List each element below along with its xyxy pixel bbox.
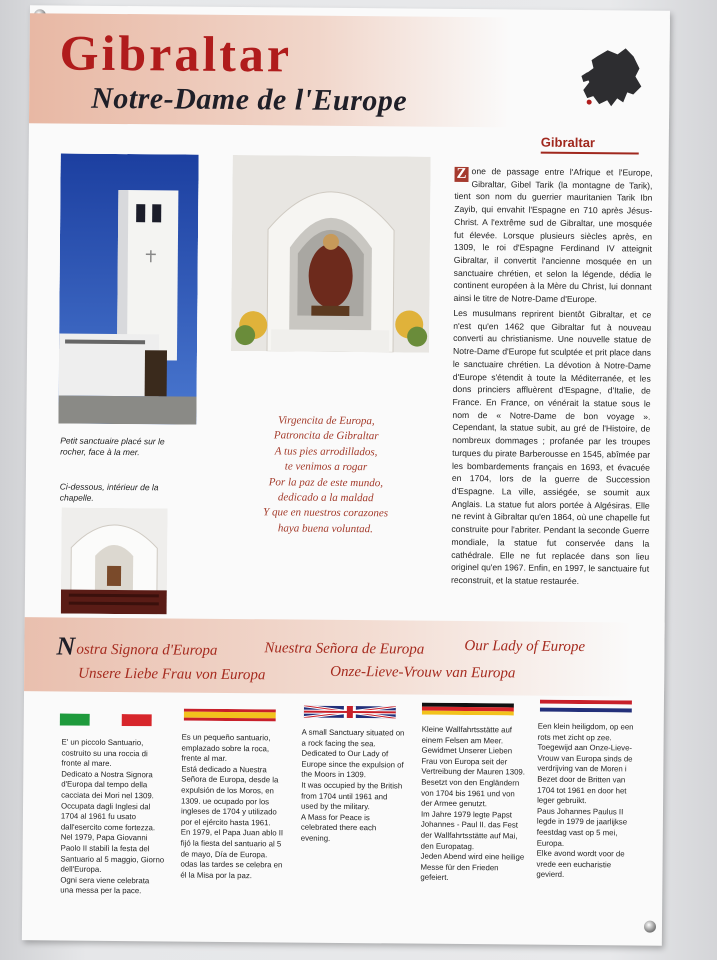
prayer-line: Por la paz de este mundo, xyxy=(268,475,384,489)
column-paragraph: Besetzt von den Engländern von 1704 bis 1961 und von der Armee genutzt. xyxy=(421,777,520,809)
column-paragraph: E' un piccolo Santuario, costruito su una roccia di fronte al mare. xyxy=(61,737,148,769)
title-italian: ostra Signora d'Europa xyxy=(76,641,218,659)
sanctuary-photo xyxy=(58,153,198,424)
title-english: Our Lady of Europe xyxy=(464,638,586,656)
europe-map-icon xyxy=(577,46,644,125)
prayer-line: Y que en nuestros corazones xyxy=(263,506,389,520)
flag-uk-icon xyxy=(304,706,396,719)
history-paragraph-2: Les musulmans reprirent bientôt Gibraltar, et ce n'est qu'en 1462 que Gibraltar fut à nouveau converti au christianisme. Une nouvelle statue de Notre-Dame d'Europe fut sculptée et prit place dans le sanctuaire chrétien. La dévotion à Notre-Dame d'Europe s'étendit à toute la Méditerranée, et les dons princiers affluèrent d'Espagne, d'Italie, de France. En France, on vénérait la statue sous le nom de « Notre-Dame de bon voyage ». Cependant, la statue subit, au gré de l'Histoire, de nombreux dommages ; profanée par les troupes turques du pirate Barberousse en 1545, abîmée par les bombardements français en 1693, et évacuée en 1704, lors de la guerre de Succession d'Espagne. La ville, assiégée, se soumit aux Anglais. La statue fut alors portée à Algésiras. Elle ne revint à Gibraltar qu'en 1864, où une chapelle fut construite pour l'abriter. Pendant la seconde Guerre mondiale, la statue fut conservée dans la cathédrale. Elle ne fut replacée dans son lieu originel qu'en 1967. Enfin, en 1997, le sanctuaire fut reconstruit, et la statue restaurée. xyxy=(450,307,652,587)
column-paragraph: It was occupied by the British from 1704 until 1961 and used by the military. xyxy=(300,780,403,812)
flag-italy-icon xyxy=(60,713,152,726)
prayer-line: dedicado a la maldad xyxy=(277,491,374,505)
tag-underline xyxy=(541,152,639,155)
french-history-text xyxy=(451,165,653,588)
history-paragraph-1-text: one de passage entre l'Afrique et l'Europe, Gibraltar, Gibel Tarik (la montagne de Tarik), tient son nom du guerrier mauritanien Tarik Ibn Zayib, qui envahit l'Espagne en 710 après Jésus-Christ. A l'extrême sud de Gibraltar, une mosquée fut élevée. Lorsque plusieurs siècles après, en 1309, le roi d'Espagne Ferdinand IV atteignit Gibraltar, il convertit l'ancienne mosquée en un sanctuaire chrétien, et selon la légende, dédia le continent européen à la Mère du Christ, lui donnant ainsi le titre de Notre-Dame d'Europe. xyxy=(453,166,653,305)
page-subtitle: Notre-Dame de l'Europe xyxy=(91,81,408,118)
flag-netherlands-icon xyxy=(540,700,632,713)
history-paragraph-1 xyxy=(453,165,652,307)
prayer-verse xyxy=(225,413,426,538)
column-paragraph: A small Sanctuary situated on a rock facing the sea. xyxy=(301,727,405,748)
column-paragraph: Está dedicado a Nuestra Señora de Europa, desde la expulsión de los Moros, en 1309. ue ocupado por los ingleses de 1704 y utilizado por el ejército hasta 1961. xyxy=(180,764,279,828)
flag-spain-icon xyxy=(184,709,276,722)
title-dutch: Onze-Lieve-Vrouw van Europa xyxy=(330,663,516,682)
column-paragraph: Een klein heiligdom, op een rots met zicht op zee. xyxy=(537,721,634,742)
prayer-line: Patroncita de Gibraltar xyxy=(273,429,379,443)
sanctuary-caption: Petit sanctuaire placé sur le rocher, face à la mer. xyxy=(60,435,165,458)
column-paragraph: Jeden Abend wird eine heilige Messe für den Frieden gefeiert. xyxy=(420,851,525,883)
prayer-line: A tus pies arrodillados, xyxy=(274,445,378,459)
column-paragraph: Dedicato a Nostra Signora d'Europa dal tempo della cacciata dei Mori nel 1309. xyxy=(61,769,154,801)
flag-germany-icon xyxy=(422,703,514,716)
column-paragraph: Ogni sera viene celebrata una messa per la pace. xyxy=(60,875,150,896)
column-paragraph: Im Jahre 1979 legte Papst Johannes - Paul II. das Fest der Wallfahrtsstätte auf Mai, den Europatag. xyxy=(420,809,519,851)
column-paragraph: Es un pequeño santuario, emplazado sobre la roca, frente al mar. xyxy=(181,732,271,764)
prayer-line: Virgencita de Europa, xyxy=(278,414,375,428)
dropcap: Z xyxy=(456,165,467,183)
chapel-photo xyxy=(61,508,168,615)
prayer-line: te venimos a rogar xyxy=(284,460,368,474)
column-english xyxy=(301,728,406,845)
column-paragraph: Paus Johannes Paulus II legde in 1979 de jaarlijkse feestdag vast op 5 mei, Europa. xyxy=(536,806,628,848)
column-paragraph: Nel 1979, Papa Giovanni Paolo II stabilì la festa del Santuario al 5 maggio, Giorno dell'Europa. xyxy=(60,832,165,874)
title-german: Unsere Liebe Frau von Europa xyxy=(78,665,266,684)
column-spanish xyxy=(180,733,285,882)
title-spanish: Nuestra Señora de Europa xyxy=(264,640,425,658)
location-tag: Gibraltar xyxy=(540,134,596,151)
column-german xyxy=(420,725,525,885)
languages-initial: N xyxy=(56,631,76,661)
info-panel xyxy=(22,5,670,946)
column-paragraph: Kleine Wallfahrtsstätte auf einem Felsen am Meer. xyxy=(421,724,513,745)
column-paragraph: Occupata dagli Inglesi dal 1704 al 1961 fu usato dall'esercito come fortezza. xyxy=(60,801,156,833)
page-title: Gibraltar xyxy=(59,24,293,83)
column-paragraph: Toegewijd aan Onze-Lieve-Vrouw van Europa sinds de verdrijving van de Moren i Bezet door de Britten van 1704 tot 1961 en door het leger gebruikt. xyxy=(537,742,633,806)
column-paragraph: odas las tardes se celebra en él la Misa por la paz. xyxy=(180,859,283,880)
chapel-caption: Ci-dessous, intérieur de la chapelle. xyxy=(59,481,159,504)
screw-bottom-right xyxy=(644,921,656,933)
statue-photo xyxy=(231,155,431,353)
column-dutch xyxy=(536,722,641,882)
column-paragraph: Gewidmet Unserer Lieben Frau von Europa seit der Vertreibung der Mauren 1309. xyxy=(421,745,525,777)
column-paragraph: En 1979, el Papa Juan ablo II fijó la fiesta del santuario al 5 de mayo, Día de Europa. xyxy=(180,827,284,859)
column-paragraph: A Mass for Peace is celebrated there each evening. xyxy=(300,812,377,843)
column-italian xyxy=(60,738,165,898)
column-paragraph: Dedicated to Our Lady of Europe since the expulsion of the Moors in 1309. xyxy=(301,748,404,780)
prayer-line: haya buena voluntad. xyxy=(277,522,374,535)
column-paragraph: Elke avond wordt voor de vrede een eucharistie gevierd. xyxy=(536,848,625,880)
